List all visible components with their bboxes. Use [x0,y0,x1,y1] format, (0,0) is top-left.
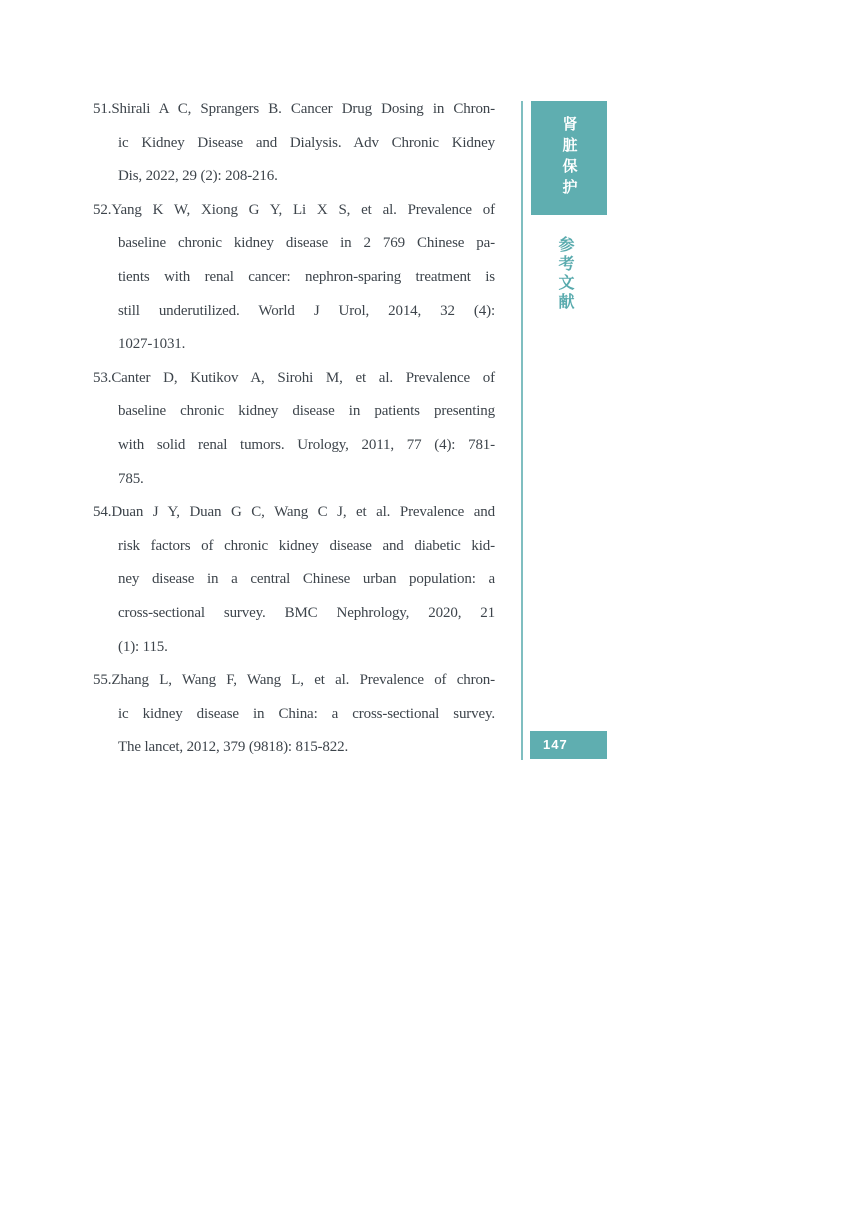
reference-line: baseline chronic kidney disease in patients presenting [118,403,495,420]
reference-item-51 [93,93,495,194]
reference-item-53 [93,362,495,496]
reference-line: (1): 115. [118,638,168,655]
reference-number: 51. [93,101,112,117]
page-number-badge [530,731,607,759]
reference-line [93,362,495,396]
sidebar-rule [521,101,523,760]
reference-number: 54. [93,504,112,521]
reference-line: Dis, 2022, 29 (2): 208-216. [118,168,278,185]
reference-number: 52. [93,201,112,218]
reference-line: baseline chronic kidney disease in 2 769 Chinese pa- [118,235,495,252]
reference-text: Yang K W, Xiong G Y, Li X S, et al. Prevalence of [111,201,495,218]
reference-line: still underutilized. World J Urol, 2014, 32 (4): [118,302,495,319]
reference-line [93,93,495,127]
reference-number: 53. [93,369,112,386]
reference-text: Canter D, Kutikov A, Sirohi M, et al. Prevalence of [111,369,495,386]
reference-line: 1027-1031. [118,336,186,353]
reference-line: ic Kidney Disease and Dialysis. Adv Chronic Kidney [118,134,495,151]
reference-line [93,194,495,228]
section-label: 参考文献 [556,236,573,312]
reference-item-52 [93,194,495,362]
reference-line: tients with renal cancer: nephron-sparing treatment is [118,268,495,285]
reference-number: 55. [93,672,112,689]
reference-item-54 [93,496,495,664]
reference-line: with solid renal tumors. Urology, 2011, 77 (4): 781- [118,436,495,453]
reference-line: risk factors of chronic kidney disease and diabetic kid- [118,537,495,554]
reference-line [93,664,495,698]
chapter-tab [531,101,607,215]
reference-line: 785. [118,470,144,487]
reference-line: ic kidney disease in China: a cross-sectional survey. [118,705,495,722]
reference-line [93,496,495,530]
reference-line: ney disease in a central Chinese urban population: a [118,571,495,588]
chapter-tab-label: 肾脏保护 [560,116,578,200]
page-number: 147 [543,737,568,752]
reference-text: Shirali A C, Sprangers B. Cancer Drug Dosing in Chron- [111,101,495,117]
reference-line: The lancet, 2012, 379 (9818): 815-822. [118,739,349,756]
references-list [93,93,495,765]
reference-item-55 [93,664,495,765]
reference-text: Duan J Y, Duan G C, Wang C J, et al. Prevalence and [111,504,495,521]
reference-line: cross-sectional survey. BMC Nephrology, 2020, 21 [118,604,495,621]
reference-text: Zhang L, Wang F, Wang L, et al. Prevalence of chron- [111,672,495,689]
